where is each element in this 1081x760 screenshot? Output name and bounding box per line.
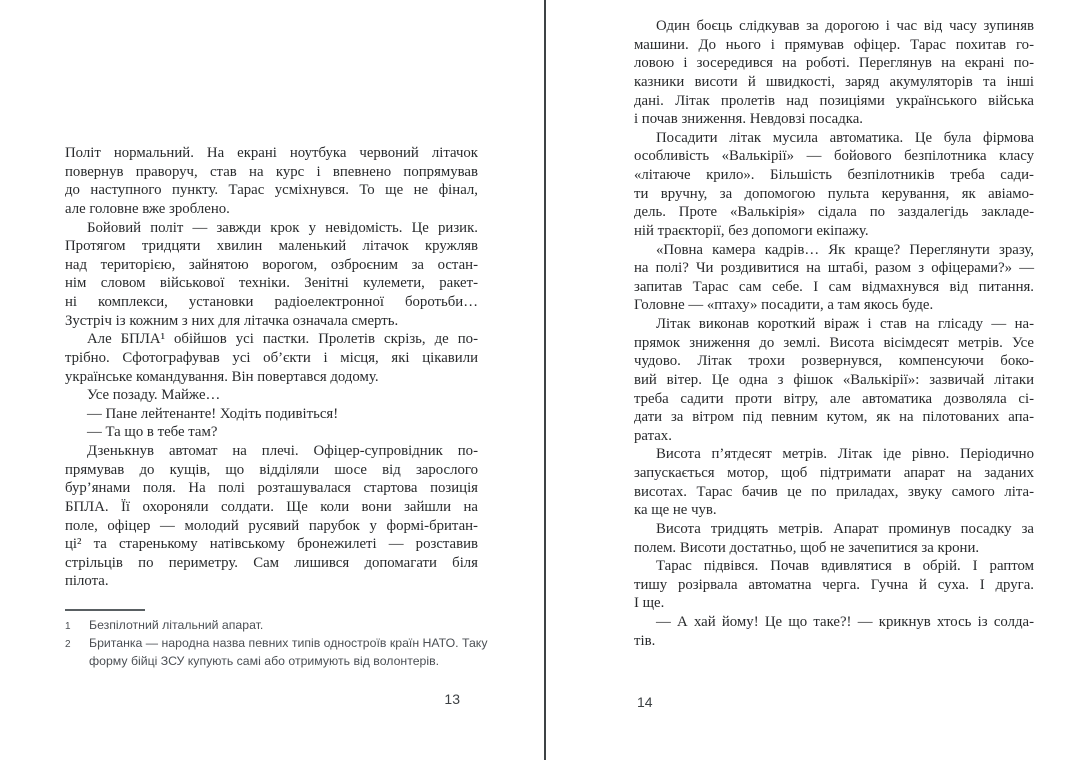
text-line: прямував до кущів, що відділяли шосе від зарослого [65,461,478,478]
text-line: ти вручну, за допомогою пульта керування, як авіамо- [634,185,1034,202]
text-line: Тарас підвівся. Почав вдивлятися в обрій. І раптом [656,558,1034,575]
text-line: українське командування. Він повертався додому. [65,368,379,385]
page-right-body-text [634,17,1034,650]
text-line: запускається мотор, щоб підтримати апарат на заданих [634,465,1034,481]
text-line: вий вітер. Це одна з фішок «Валькірії»: зазвичай літаки [634,371,1034,388]
text-line: Протягом тридцяти хвилин маленький літачок кружляв [65,238,478,255]
text-line: стрільців по периметру. Сам лишився допомагати біля [65,554,478,571]
footnote-text [89,617,478,635]
text-line: ратах. [634,427,672,444]
footnote-marker: 2 [65,639,71,651]
text-line: Дзенькнув автомат на плечі. Офіцер-супровідник по- [87,443,478,459]
footnote-separator-rule [65,609,145,611]
footnotes-block [65,609,488,670]
text-line: ній траєкторії, без допомоги екіпажу. [634,222,869,239]
footnote [65,635,488,670]
text-line: — Та що в тебе там? [87,424,218,441]
text-line: особливість «Валькірії» — бойового безпілотника класу [634,148,1034,165]
text-line: запитав Тарас сам себе. І сам відмахнувся від питання. [634,278,1034,295]
text-line: прямок зниження до землі. Висота вісімдесят метрів. Усе [634,334,1034,351]
text-line: — Пане лейтенанте! Ходіть подивіться! [87,405,339,422]
text-line: Висота п’ятдесят метрів. Літак іде рівно. Періодично [656,446,1034,463]
text-line: Політ нормальний. На екрані ноутбука червоний літачок [65,145,478,161]
text-line: над територією, зайнятою ворогом, озброєним за остан- [65,256,478,273]
text-line: пілота. [65,573,109,590]
text-line: нім словом військової техніки. Зенітні кулемети, ракет- [65,275,478,292]
footnote-line: Безпілотний літальний апарат. [89,618,264,632]
text-line: ці² та старенькому натівському бронежилеті — розставив [65,536,478,553]
page-number-left: 13 [444,691,460,707]
text-line: повернув праворуч, став на курс і впевнено попрямував [65,163,478,180]
text-line: казники висоти й швидкості, заряд акумуляторів та інші [634,73,1034,90]
text-line: на полі? Чи роздивитися на штабі, разом з офіцерами?» — [634,260,1034,277]
text-line: треба садити проти вітру, але автоматика дозволяла сі- [634,390,1034,407]
text-line: І ще. [634,595,665,612]
text-line: поле, офіцер — молодий русявий парубок у формі-британ- [65,517,478,534]
text-line: дель. Проте «Валькірія» сідала по заздалегідь закладе- [634,204,1034,221]
text-line: тишу розірвала автоматна черга. Гучна й суха. І друга. [634,576,1034,593]
text-line: Але БПЛА¹ обійшов усі пастки. Пролетів скрізь, де по- [87,331,478,348]
text-line: полем. Висоти достатньо, щоб не зачепитися за крони. [634,539,980,556]
text-line: машини. До нього і прямував офіцер. Тарас похитав го- [634,36,1034,53]
text-line: тів. [634,632,656,649]
footnote [65,617,478,635]
text-line: Бойовий політ — завжди крок у невідомість. Це ризик. [87,219,478,236]
page-divider-line [544,0,546,760]
text-line: бур’янами поля. На полі розташувалася стартова позиція [65,480,478,497]
text-line: БПЛА. Її охороняли солдати. Ще коли вони зайшли на [65,498,478,515]
page-number-right: 14 [637,694,653,710]
text-line: «літаюче крило». Більшість безпілотників треба сади- [634,167,1034,183]
text-line: до наступного пункту. Тарас усміхнувся. То ще не фінал, [65,182,478,199]
page-left-body-text [65,144,478,591]
text-line: трібно. Сфотографував усі об’єкти і місця, які цікавили [65,349,478,366]
text-line: чудово. Літак трохи розвернувся, компенсуючи боко- [634,353,1034,370]
footnote-line: Британка — народна назва певних типів одностроїв країн НАТО. Таку [89,636,488,651]
text-line: «Повна камера кадрів… Як краще? Переглянути зразу, [656,241,1034,258]
text-line: — А хай йому! Це що таке?! — крикнув хтось із солда- [656,614,1034,630]
text-line: дані. Літак пролетів над позиціями українського війська [634,92,1034,109]
text-line: Усе позаду. Майже… [87,387,221,404]
footnote-line: форму бійці ЗСУ купують самі або отримують від волонтерів. [89,653,440,668]
footnote-marker: 1 [65,621,71,632]
text-line: ні комплекси, установки радіоелектронної боротьби… [65,294,478,310]
footnote-text [89,635,488,670]
text-line: і почав зниження. Невдовзі посадка. [634,111,863,128]
text-line: Посадити літак мусила автоматика. Це була фірмова [656,129,1034,146]
text-line: дати за вітром під певним кутом, як на пілотованих апа- [634,409,1034,426]
text-line: Зустріч із кожним з них для літачка означала смерть. [65,312,399,329]
text-line: ловою і зосередився на роботі. Переглянув на екрані по- [634,55,1034,72]
text-line: Головне — «птаху» посадити, а там якось буде. [634,297,934,314]
text-line: але головне вже зроблено. [65,200,230,217]
text-line: Один боєць слідкував за дорогою і час від часу зупиняв [656,18,1034,34]
text-line: Висота тридцять метрів. Апарат проминув посадку за [656,520,1034,537]
text-line: Літак виконав короткий віраж і став на глісаду — на- [656,316,1034,332]
text-line: висотах. Тарас бачив це по приладах, звуку самого літа- [634,483,1034,500]
text-line: ка ще не чув. [634,502,717,519]
